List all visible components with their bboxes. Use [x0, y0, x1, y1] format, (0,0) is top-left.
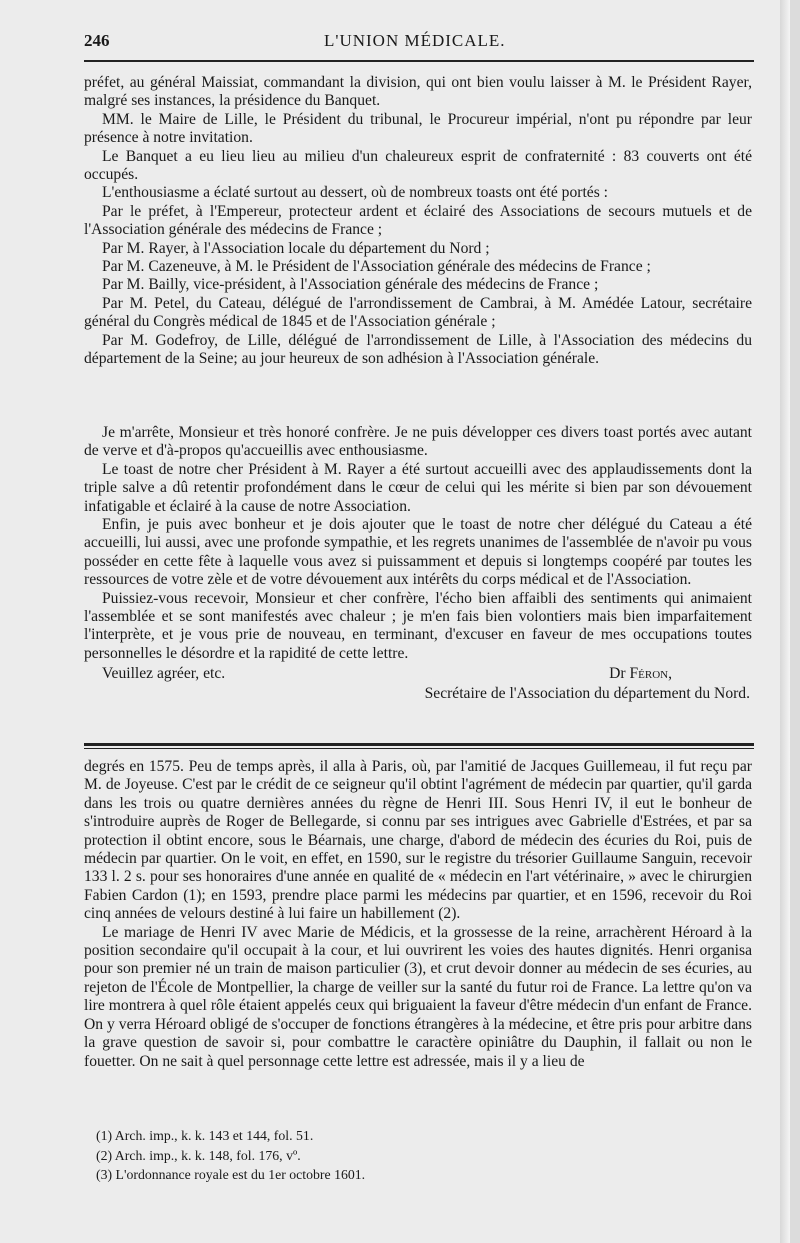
running-title: L'UNION MÉDICALE. — [324, 31, 506, 50]
signoff-row — [84, 665, 752, 684]
letter-paragraph: Par M. Bailly, vice-président, à l'Association générale des médecins de France ; — [102, 276, 599, 294]
footnote: (2) Arch. imp., k. k. 148, fol. 176, vº. — [96, 1147, 301, 1163]
letter-paragraph: Par M. Godefroy, de Lille, délégué de l'arrondissement de Lille, à l'Association des médecins du département de la Seine; au jour heureux de son adhésion à l'Association générale. — [84, 331, 752, 368]
footnote: (3) L'ordonnance royale est du 1er octobre 1601. — [96, 1167, 366, 1182]
page-header — [84, 26, 754, 60]
letter-paragraph: Le toast de notre cher Président à M. Rayer a été surtout accueilli avec des applaudissements dont la triple salve a dû retentir profondément dans le cœur de celui qui les mérite si bien par son dévouement infatigable et éclairé à la cause de notre Association. — [84, 460, 752, 515]
letter-paragraph: préfet, au général Maissiat, commandant la division, qui ont bien voulu laisser à M. le Président Rayer, malgré ses instances, la présidence du Banquet. — [84, 74, 752, 110]
feuilleton-paragraph: Le mariage de Henri IV avec Marie de Médicis, et la grossesse de la reine, arrachèrent Héroard à la position secondaire qu'il occupait à la cour, et lui ouvrirent les voies des hautes dignités. Henri organisa pour son premier né un train de maison particulier (3), et crut devoir donner au médecin de ses écuries, au rejeton de l'École de Montpellier, la charge de veiller sur la santé du futur roi de France. La lettre qu'on va lire montrera à quel rôle étaient appelés ceux qui briguaient la faveur d'être médecin d'un enfant de France. On y verra Héroard obligé de s'occuper de fonctions étrangères à la médecine, et être pris pour arbitre dans la grave question de savoir si, pour combattre le caractère opiniâtre du Dauphin, il fallait ou non le fouetter. On ne sait à quel personnage cette lettre est adressée, mais il y a lieu de — [84, 923, 752, 1070]
feuilleton-paragraph: degrés en 1575. Peu de temps après, il alla à Paris, où, par l'amitié de Jacques Guillemeau, il fut reçu par M. de Joyeuse. C'est par le crédit de ce seigneur qu'il obtint l'agrément de médecin par quartier, qu'il garda dans les trois ou quatre dernières années du règne de Henri III. Sous Henri IV, il eut le bonheur de s'introduire auprès de Roger de Bellegarde, si connu par ses intrigues avec Gabrielle d'Estrées, et par sa protection il obtint encore, sous le Béarnais, une charge, d'abord de médecin des écuries du Roi, puis de médecin par quartier. On le voit, en effet, en 1590, sur le registre du trésorier Guillaume Sanguin, recevoir 133 l. 2 s. pour ses honoraires d'une année en qualité de « médecin en l'art vétérinaire, » avec le chirurgien Fabien Cardon (1); en 1593, prendre place parmi les médecins par quartier, et en 1596, recevoir du Roi cinq années de velours destiné à lui faire un habillement (2). — [84, 758, 752, 923]
feuilleton-separator-thick — [84, 743, 754, 746]
signature-name: Féron, — [629, 665, 672, 683]
letter-paragraph: L'enthousiasme a éclaté surtout au dessert, où de nombreux toasts ont été portés : — [102, 184, 609, 202]
signature-title: Secrétaire de l'Association du département du Nord. — [424, 685, 750, 703]
letter-paragraph: Enfin, je puis avec bonheur et je dois ajouter que le toast de notre cher délégué du Cateau a été accueilli, lui aussi, avec une profonde sympathie, et les regrets unanimes de l'assemblée de n'avoir pu vous posséder en cette fête à laquelle vous avez si puissamment et depuis si longtemps coopéré par toutes les ressources de votre zèle et de votre dévouement aux intérêts du corps médical et de l'Association. — [84, 516, 752, 589]
signature — [609, 665, 672, 683]
letter-paragraph: Par le préfet, à l'Empereur, protecteur ardent et éclairé des Associations de secours mutuels et de l'Association générale des médecins de France ; — [84, 202, 752, 239]
letter-paragraph: Par M. Rayer, à l'Association locale du département du Nord ; — [102, 239, 490, 257]
letter-paragraph: Je m'arrête, Monsieur et très honoré confrère. Je ne puis développer ces divers toast portés avec autant de verve et d'à-propos qu'accueillis avec enthousiasme. — [84, 424, 752, 460]
letter-paragraph: Par M. Petel, du Cateau, délégué de l'arrondissement de Cambrai, à M. Amédée Latour, secrétaire général du Congrès médical de 1845 et de l'Association générale ; — [84, 294, 752, 331]
footnotes — [96, 1126, 736, 1185]
signature-prefix: Dr — [609, 665, 626, 683]
footnote: (1) Arch. imp., k. k. 143 et 144, fol. 51. — [96, 1128, 314, 1143]
header-rule — [84, 60, 754, 62]
letter-paragraph: MM. le Maire de Lille, le Président du tribunal, le Procureur impérial, n'ont pu répondre par leur présence à notre invitation. — [84, 110, 752, 147]
letter-paragraph: Puissiez-vous recevoir, Monsieur et cher confrère, l'écho bien affaibli des sentiments qui animaient l'assemblée et se sont manifestés avec chaleur ; je m'en fais bien volontiers mais bien imparfaitement l'interprète, et je vous prie de nouveau, en terminant, d'excuser en faveur de mes occupations toutes personnelles le désordre et la rapidité de cette lettre. — [84, 589, 752, 662]
letter-paragraph: Le Banquet a eu lieu lieu au milieu d'un chaleureux esprit de confraternité : 83 couverts ont été occupés. — [84, 147, 752, 184]
page-number: 246 — [84, 31, 110, 50]
letter-toasts-section — [84, 74, 752, 369]
feuilleton-separator-thin — [84, 748, 754, 749]
page-edge — [780, 0, 790, 1243]
salutation: Veuillez agréer, etc. — [102, 665, 226, 683]
letter-closing-section — [84, 424, 752, 704]
letter-paragraph: Par M. Cazeneuve, à M. le Président de l'Association générale des médecins de France ; — [102, 258, 651, 276]
feuilleton-section — [84, 758, 752, 1071]
